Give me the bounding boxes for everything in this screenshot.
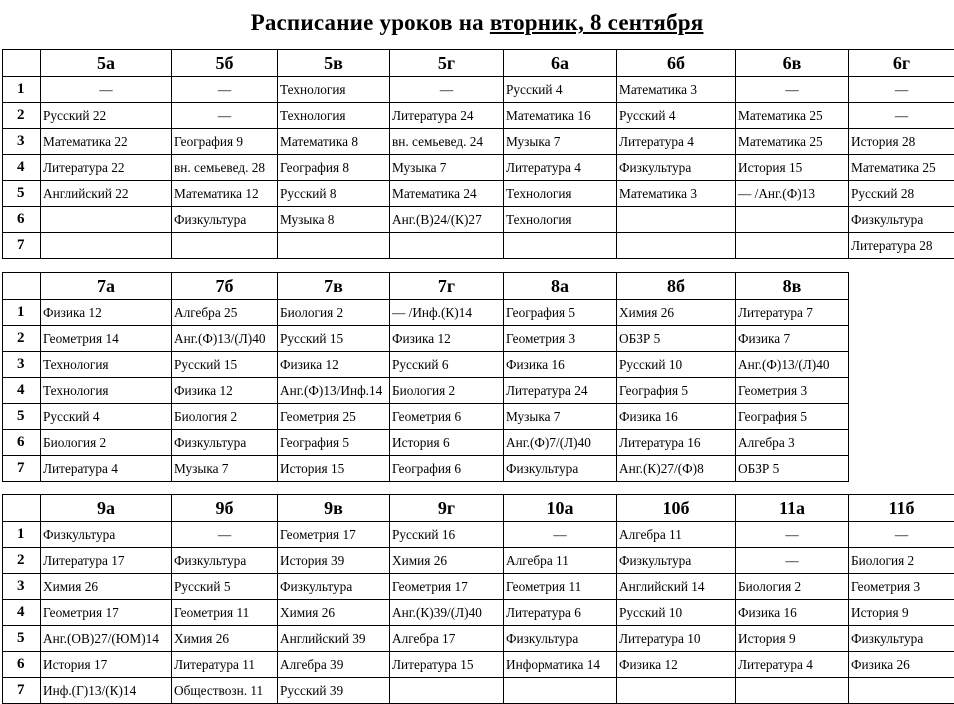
class-header: 6б [617,50,736,77]
header-row [3,495,954,522]
lesson-cell [617,233,736,259]
lesson-cell: Алгебра 11 [504,548,617,574]
class-header: 8а [504,273,617,300]
lesson-cell: вн. семьевед. 24 [390,129,504,155]
lesson-cell: Анг.(Ф)13/Инф.14 [278,378,390,404]
lesson-cell: Литература 28 [849,233,954,259]
class-header: 9а [41,495,172,522]
class-header: 11а [736,495,849,522]
lesson-cell: Английский 14 [617,574,736,600]
lesson-cell: Физика 12 [172,378,278,404]
lesson-row [3,207,954,233]
corner-cell [3,50,41,77]
lesson-cell: История 15 [736,155,849,181]
lesson-row [3,155,954,181]
lesson-cell: Русский 22 [41,103,172,129]
header-row [3,50,954,77]
lesson-cell: Русский 39 [278,678,390,704]
lesson-cell: Технология [504,181,617,207]
lesson-cell: Математика 25 [849,155,954,181]
lesson-row [3,626,954,652]
lesson-cell: Химия 26 [41,574,172,600]
lesson-cell: Литература 16 [617,430,736,456]
lesson-cell: Физкультура [504,456,617,482]
lesson-cell: Геометрия 17 [41,600,172,626]
lesson-cell: Физика 26 [849,652,954,678]
lesson-cell: Анг.(В)24/(К)27 [390,207,504,233]
lesson-cell: Русский 15 [278,326,390,352]
lesson-number: 1 [3,300,41,326]
lesson-number: 2 [3,326,41,352]
lesson-cell: Математика 12 [172,181,278,207]
schedule-table-grades-5-6 [2,49,954,259]
lesson-cell: ОБЗР 5 [617,326,736,352]
lesson-number: 3 [3,574,41,600]
lesson-cell: Алгебра 3 [736,430,849,456]
lesson-cell: — [849,77,954,103]
lesson-cell: Физика 16 [617,404,736,430]
lesson-cell: Химия 26 [172,626,278,652]
lesson-number: 4 [3,378,41,404]
class-header: 11б [849,495,954,522]
corner-cell [3,495,41,522]
lesson-cell: Физика 12 [617,652,736,678]
lesson-cell: География 5 [617,378,736,404]
lesson-cell: Физкультура [278,574,390,600]
lesson-cell: Алгебра 25 [172,300,278,326]
lesson-cell: Биология 2 [172,404,278,430]
lesson-row [3,181,954,207]
lesson-cell: Анг.(К)39/(Л)40 [390,600,504,626]
lesson-cell: Физкультура [849,626,954,652]
lesson-cell: — [849,103,954,129]
lesson-cell: Технология [504,207,617,233]
lesson-row [3,326,849,352]
lesson-number: 4 [3,600,41,626]
lesson-cell: Литература 24 [390,103,504,129]
lesson-row [3,574,954,600]
lesson-cell: Литература 4 [41,456,172,482]
lesson-cell: Геометрия 11 [172,600,278,626]
lesson-cell: — [172,522,278,548]
lesson-cell: Физкультура [849,207,954,233]
lesson-number: 3 [3,352,41,378]
lesson-cell: Математика 8 [278,129,390,155]
lesson-cell: Геометрия 3 [736,378,849,404]
lesson-cell: — [736,77,849,103]
lesson-cell: ОБЗР 5 [736,456,849,482]
lesson-cell: — [849,522,954,548]
lesson-cell [617,207,736,233]
lesson-cell: Физика 7 [736,326,849,352]
lesson-cell: Русский 4 [41,404,172,430]
lesson-cell: Биология 2 [390,378,504,404]
lesson-cell: Физкультура [172,430,278,456]
lesson-cell: Инф.(Г)13/(К)14 [41,678,172,704]
page-title [0,10,954,36]
lesson-cell: Математика 24 [390,181,504,207]
lesson-cell [736,233,849,259]
lesson-cell [41,207,172,233]
lesson-cell: Анг.(ОВ)27/(ЮМ)14 [41,626,172,652]
lesson-cell: Анг.(К)27/(Ф)8 [617,456,736,482]
lesson-cell: Алгебра 39 [278,652,390,678]
lesson-cell: Физика 16 [736,600,849,626]
lesson-cell: Геометрия 6 [390,404,504,430]
lesson-cell: вн. семьевед. 28 [172,155,278,181]
lesson-cell: Русский 28 [849,181,954,207]
header-row [3,273,849,300]
lesson-cell: Литература 7 [736,300,849,326]
lesson-cell: Математика 22 [41,129,172,155]
lesson-cell: Математика 25 [736,129,849,155]
lesson-cell: Русский 4 [504,77,617,103]
class-header: 7б [172,273,278,300]
lesson-row [3,430,849,456]
lesson-cell: География 5 [736,404,849,430]
class-header: 8б [617,273,736,300]
lesson-row [3,352,849,378]
lesson-cell: Алгебра 11 [617,522,736,548]
class-header: 7г [390,273,504,300]
lesson-row [3,522,954,548]
lesson-cell: Химия 26 [617,300,736,326]
lesson-cell [390,233,504,259]
lesson-cell: Геометрия 3 [849,574,954,600]
lesson-cell: Геометрия 17 [390,574,504,600]
lesson-cell [172,233,278,259]
lesson-cell [41,233,172,259]
lesson-cell: Русский 8 [278,181,390,207]
lesson-cell: Литература 4 [617,129,736,155]
lesson-cell: Литература 17 [41,548,172,574]
class-header: 6а [504,50,617,77]
class-header: 9б [172,495,278,522]
lesson-cell: Музыка 7 [504,129,617,155]
lesson-cell: — /Инф.(К)14 [390,300,504,326]
lesson-cell [849,678,954,704]
class-header: 5в [278,50,390,77]
lesson-cell: История 39 [278,548,390,574]
lesson-cell: Физкультура [617,155,736,181]
lesson-cell [390,678,504,704]
lesson-cell: Литература 10 [617,626,736,652]
lesson-row [3,678,954,704]
lesson-cell: — [172,77,278,103]
lesson-cell: Русский 15 [172,352,278,378]
lesson-row [3,404,849,430]
lesson-cell: Анг.(Ф)13/(Л)40 [736,352,849,378]
lesson-cell: — /Анг.(Ф)13 [736,181,849,207]
lesson-cell: Математика 16 [504,103,617,129]
lesson-cell: Русский 5 [172,574,278,600]
lesson-cell: Математика 25 [736,103,849,129]
schedule-table-grades-7-8 [2,272,849,482]
lesson-cell: Музыка 7 [504,404,617,430]
lesson-cell: Музыка 7 [390,155,504,181]
title-day: вторник, 8 сентября [489,10,704,35]
lesson-cell [617,678,736,704]
lesson-cell: Литература 6 [504,600,617,626]
lesson-cell: — [172,103,278,129]
lesson-number: 6 [3,652,41,678]
lesson-cell: Технология [278,103,390,129]
lesson-number: 7 [3,233,41,259]
lesson-cell: Биология 2 [849,548,954,574]
lesson-cell: Литература 15 [390,652,504,678]
lesson-number: 4 [3,155,41,181]
lesson-row [3,233,954,259]
lesson-row [3,129,954,155]
lesson-cell: Музыка 8 [278,207,390,233]
lesson-cell: Русский 10 [617,352,736,378]
class-header: 9г [390,495,504,522]
lesson-cell: География 8 [278,155,390,181]
lesson-cell: История 15 [278,456,390,482]
lesson-number: 3 [3,129,41,155]
lesson-cell: Физика 16 [504,352,617,378]
lesson-cell: Геометрия 25 [278,404,390,430]
lesson-cell [736,678,849,704]
lesson-cell: Английский 22 [41,181,172,207]
class-header: 6в [736,50,849,77]
lesson-cell: Анг.(Ф)7/(Л)40 [504,430,617,456]
lesson-number: 6 [3,207,41,233]
lesson-row [3,378,849,404]
corner-cell [3,273,41,300]
lesson-cell: Геометрия 11 [504,574,617,600]
lesson-number: 7 [3,678,41,704]
lesson-row [3,103,954,129]
lesson-cell: Анг.(Ф)13/(Л)40 [172,326,278,352]
lesson-cell [736,207,849,233]
class-header: 7а [41,273,172,300]
lesson-number: 7 [3,456,41,482]
lesson-cell: Русский 4 [617,103,736,129]
lesson-cell: Математика 3 [617,181,736,207]
lesson-cell: История 9 [849,600,954,626]
class-header: 7в [278,273,390,300]
lesson-cell: Русский 16 [390,522,504,548]
lesson-cell: Литература 11 [172,652,278,678]
lesson-row [3,548,954,574]
lesson-number: 1 [3,522,41,548]
lesson-cell: — [41,77,172,103]
lesson-cell: Технология [41,378,172,404]
lesson-row [3,77,954,103]
lesson-cell [504,233,617,259]
lesson-cell: История 6 [390,430,504,456]
lesson-cell: Физкультура [617,548,736,574]
lesson-cell: Биология 2 [278,300,390,326]
class-header: 5г [390,50,504,77]
lesson-cell: Геометрия 17 [278,522,390,548]
lesson-cell: География 5 [278,430,390,456]
class-header: 8в [736,273,849,300]
lesson-row [3,600,954,626]
lesson-cell: Физика 12 [390,326,504,352]
lesson-cell: История 28 [849,129,954,155]
lesson-number: 6 [3,430,41,456]
lesson-cell: Биология 2 [41,430,172,456]
lesson-cell: Физика 12 [278,352,390,378]
lesson-number: 2 [3,548,41,574]
lesson-cell: Биология 2 [736,574,849,600]
lesson-cell: Литература 4 [504,155,617,181]
lesson-row [3,456,849,482]
lesson-cell: Русский 6 [390,352,504,378]
lesson-cell: Русский 10 [617,600,736,626]
lesson-cell: Геометрия 14 [41,326,172,352]
lesson-cell: Физкультура [504,626,617,652]
lesson-cell: — [736,522,849,548]
lesson-cell: Литература 22 [41,155,172,181]
class-header: 5а [41,50,172,77]
lesson-cell: Литература 4 [736,652,849,678]
lesson-cell: Физкультура [172,548,278,574]
lesson-cell: Геометрия 3 [504,326,617,352]
lesson-cell: Математика 3 [617,77,736,103]
lesson-cell: Музыка 7 [172,456,278,482]
lesson-cell: Литература 24 [504,378,617,404]
lesson-cell: География 5 [504,300,617,326]
lesson-cell: История 17 [41,652,172,678]
lesson-cell: География 6 [390,456,504,482]
class-header: 9в [278,495,390,522]
lesson-number: 1 [3,77,41,103]
lesson-cell: Технология [278,77,390,103]
lesson-cell: — [390,77,504,103]
lesson-number: 5 [3,404,41,430]
lesson-cell: — [504,522,617,548]
lesson-cell: География 9 [172,129,278,155]
lesson-row [3,652,954,678]
class-header: 5б [172,50,278,77]
lesson-cell: Информатика 14 [504,652,617,678]
lesson-row [3,300,849,326]
lesson-number: 2 [3,103,41,129]
lesson-cell: Технология [41,352,172,378]
lesson-cell: — [736,548,849,574]
lesson-cell [278,233,390,259]
class-header: 6г [849,50,954,77]
lesson-cell: Химия 26 [278,600,390,626]
class-header: 10б [617,495,736,522]
lesson-cell: Обществозн. 11 [172,678,278,704]
lesson-cell [504,678,617,704]
schedule-table-grades-9-11 [2,494,954,704]
lesson-number: 5 [3,181,41,207]
title-prefix: Расписание уроков на [250,10,490,35]
lesson-cell: Химия 26 [390,548,504,574]
lesson-cell: Алгебра 17 [390,626,504,652]
lesson-cell: История 9 [736,626,849,652]
lesson-cell: Физкультура [172,207,278,233]
lesson-number: 5 [3,626,41,652]
lesson-cell: Физкультура [41,522,172,548]
lesson-cell: Английский 39 [278,626,390,652]
lesson-cell: Физика 12 [41,300,172,326]
class-header: 10а [504,495,617,522]
